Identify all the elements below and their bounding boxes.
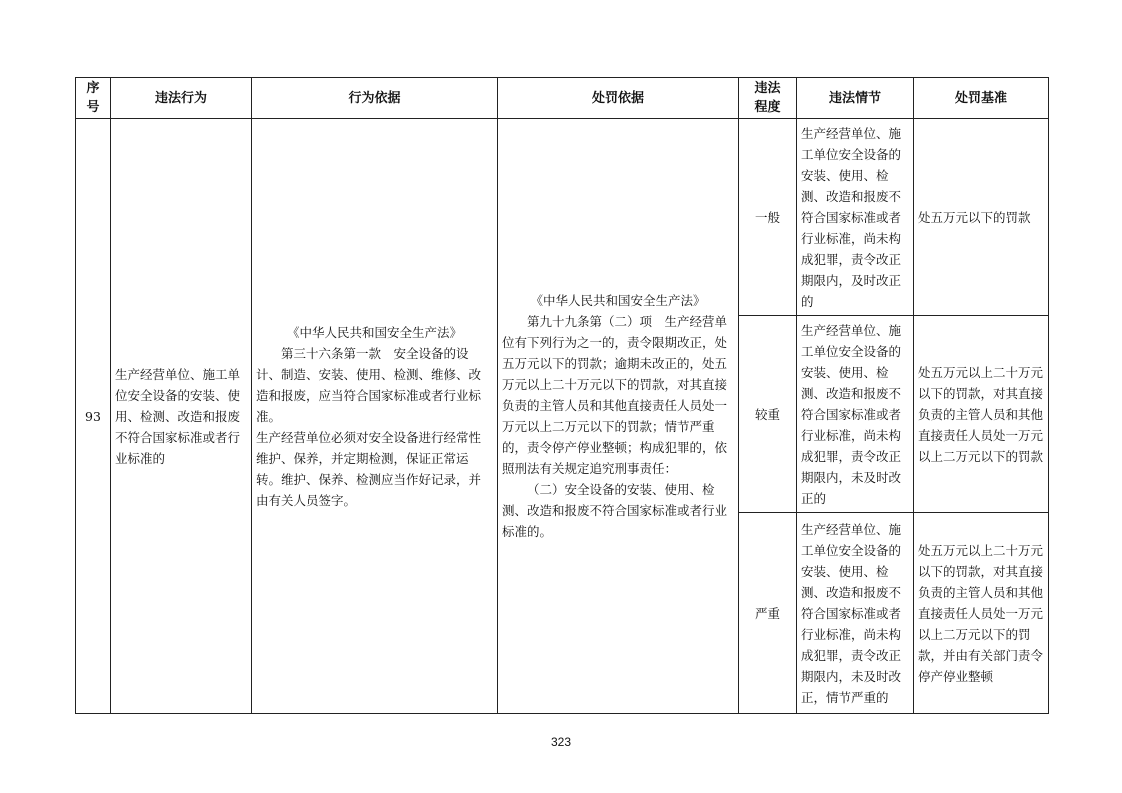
level-standard-serious: 处五万元以上二十万元以下的罚款，对其直接负责的主管人员和其他直接责任人员处一万元以上二万元以下的罚款 [914,316,1049,513]
penalty-basis-title: 《中华人民共和国安全生产法》 [530,293,706,308]
header-seq: 序 号 [76,78,111,119]
table-row [76,119,1049,316]
header-basis: 行为依据 [252,78,498,119]
level-degree-serious: 较重 [739,316,797,513]
header-row [76,78,1049,119]
level-standard-general: 处五万元以下的罚款 [914,119,1049,316]
row-seq: 93 [76,119,111,714]
level-circumstance-general: 生产经营单位、施工单位安全设备的安装、使用、检测、改造和报废不符合国家标准或者行业标准，尚未构成犯罪，责令改正期限内，及时改正的 [797,119,914,316]
header-violation: 违法行为 [111,78,252,119]
header-circumstance: 违法情节 [797,78,914,119]
basis-title: 《中华人民共和国安全生产法》 [286,324,462,340]
row-penalty-basis [498,119,739,714]
header-standard: 处罚基准 [914,78,1049,119]
penalty-basis-para1: 第九十九条第（二）项 生产经营单位有下列行为之一的，责令限期改正，处五万元以下的罚款；逾期未改正的，处五万元以上二十万元以下的罚款，对其直接负责的主管人员和其他直接责任人员处一万元以上二万元以下的罚款；情节严重的，责令停产停业整顿；构成犯罪的，依照刑法有关规定追究刑事责任： [502,314,728,476]
header-penalty-basis: 处罚依据 [498,78,739,119]
page-number: 323 [550,735,572,749]
level-degree-general: 一般 [739,119,797,316]
header-degree: 违法 程度 [739,78,797,119]
basis-para2: 生产经营单位必须对安全设备进行经常性维护、保养，并定期检测，保证正常运转。维护、保养、检测应当作好记录，并由有关人员签字。 [256,429,482,508]
penalty-standard-table [75,77,1049,714]
level-circumstance-severe: 生产经营单位、施工单位安全设备的安装、使用、检测、改造和报废不符合国家标准或者行业标准，尚未构成犯罪，责令改正期限内，未及时改正，情节严重的 [797,513,914,714]
row-violation: 生产经营单位、施工单位安全设备的安装、使用、检测、改造和报废不符合国家标准或者行业标准的 [111,119,252,714]
basis-para1: 第三十六条第一款 安全设备的设计、制造、安装、使用、检测、维修、改造和报废，应当符合国家标准或者行业标准。 [256,345,482,424]
level-degree-severe: 严重 [739,513,797,714]
level-circumstance-serious: 生产经营单位、施工单位安全设备的安装、使用、检测、改造和报废不符合国家标准或者行业标准，尚未构成犯罪，责令改正期限内，未及时改正的 [797,316,914,513]
row-basis [252,119,498,714]
penalty-basis-para2: （二）安全设备的安装、使用、检测、改造和报废不符合国家标准或者行业标准的。 [502,482,728,539]
level-standard-severe: 处五万元以上二十万元以下的罚款，对其直接负责的主管人员和其他直接责任人员处一万元以上二万元以下的罚款，并由有关部门责令停产停业整顿 [914,513,1049,714]
